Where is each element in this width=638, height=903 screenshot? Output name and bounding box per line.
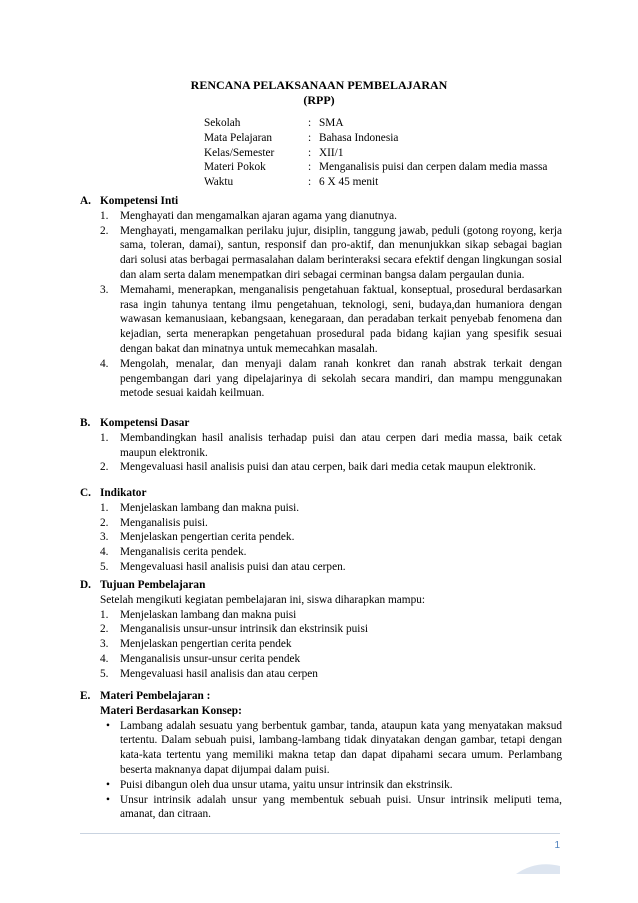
section-heading: Kompetensi Dasar xyxy=(100,417,190,429)
item-text: Memahami, menerapkan, menganalisis pengetahuan faktual, konseptual, prosedural berdasarkan rasa ingin tahunya tentang ilmu pengetahuan, teknologi, seni, budaya,dan humaniora dengan wawasan kemanusiaan, kebangsaan, kenegaraan, dan peradaban terkait penyebab fenomena dan kejadian, serta menerapkan pengetahuan prosedural pada bidang kajian yang spesifik sesuai dengan bakat dan minatnya untuk memecahkan masalah. xyxy=(120,283,562,355)
info-value: Menganalisis puisi dan cerpen dalam media massa xyxy=(319,161,548,174)
item-number: 1. xyxy=(100,209,109,222)
identity-table xyxy=(204,116,547,190)
list-item xyxy=(100,224,562,283)
info-value: SMA xyxy=(319,117,344,129)
list-item xyxy=(100,357,562,401)
item-number: 2. xyxy=(100,224,109,237)
section-tujuan xyxy=(80,578,562,682)
info-row xyxy=(204,146,547,161)
item-text: Membandingkan hasil analisis terhadap puisi dan atau cerpen dari media massa, baik cetak maupun elektronik. xyxy=(120,431,562,459)
info-row xyxy=(204,175,547,190)
list-item xyxy=(100,637,562,652)
section-letter: B. xyxy=(80,417,91,429)
item-text: Menjelaskan lambang dan makna puisi. xyxy=(120,501,300,514)
list-item xyxy=(100,431,562,461)
item-text: Menganalisis unsur-unsur cerita pendek xyxy=(120,652,301,665)
list-item xyxy=(100,667,562,682)
item-text: Menganalisis unsur-unsur intrinsik dan ekstrinsik puisi xyxy=(120,623,368,636)
item-number: 2. xyxy=(100,623,109,636)
item-number: 4. xyxy=(100,546,109,559)
info-row xyxy=(204,160,547,175)
item-number: 3. xyxy=(100,531,109,544)
section-subheading: Materi Berdasarkan Konsep: xyxy=(100,704,242,717)
info-value: Bahasa Indonesia xyxy=(319,131,399,144)
item-number: 1. xyxy=(100,431,109,444)
item-number: 1. xyxy=(100,501,109,514)
section-indikator xyxy=(80,486,562,575)
indicator-list xyxy=(80,501,562,575)
list-item xyxy=(100,283,562,357)
item-text: Lambang adalah sesuatu yang berbentuk gambar, tanda, ataupun kata yang menyatakan maksud tertentu. Dalam sebuah puisi, lambang-lambang tidak dinyatakan dengan gambar, tetapi dengan kata-kata tertentu yang memiliki makna tetap dan dapat dipahami secara umum. Perlambang beserta maknanya dapat dijumpai dalam puisi. xyxy=(120,719,562,776)
info-colon: : xyxy=(308,146,312,159)
info-key: Mata Pelajaran xyxy=(204,131,273,144)
info-colon: : xyxy=(308,161,312,174)
item-number: 3. xyxy=(100,283,109,296)
page-corner-decoration xyxy=(510,858,562,876)
item-number: 3. xyxy=(100,638,109,651)
section-letter: E. xyxy=(80,690,91,702)
material-bullet-list xyxy=(80,719,562,823)
item-number: 1. xyxy=(100,608,109,621)
section-letter: C. xyxy=(80,487,91,499)
section-intro: Setelah mengikuti kegiatan pembelajaran ini, siswa diharapkan mampu: xyxy=(100,593,426,606)
info-key: Waktu xyxy=(204,176,234,189)
footer-divider xyxy=(80,833,560,834)
bullet-marker: • xyxy=(106,719,110,732)
list-item xyxy=(100,719,562,778)
info-colon: : xyxy=(308,117,312,129)
item-number: 2. xyxy=(100,461,109,474)
section-letter: A. xyxy=(80,195,91,207)
section-heading: Materi Pembelajaran : xyxy=(100,690,211,702)
item-number: 2. xyxy=(100,516,109,529)
list-item xyxy=(100,209,562,224)
list-item xyxy=(100,622,562,637)
list-item xyxy=(100,560,562,575)
item-text: Menganalisis cerita pendek. xyxy=(120,546,247,559)
item-text: Mengolah, menalar, dan menyaji dalam ranah konkret dan ranah abstrak terkait dengan pengembangan dari yang dipelajarinya di sekolah secara mandiri, dan mampu menggunakan metode sesuai kaidah keilmuan. xyxy=(120,357,562,400)
item-text: Unsur intrinsik adalah unsur yang membentuk sebuah puisi. Unsur intrinsik meliputi tema, amanat, dan citraan. xyxy=(120,793,562,821)
item-text: Mengevaluasi hasil analisis dan atau cerpen xyxy=(120,667,318,680)
title-line-1: RENCANA PELAKSANAAN PEMBELAJARAN xyxy=(190,78,448,92)
list-item xyxy=(100,652,562,667)
section-kompetensi-inti xyxy=(80,194,562,401)
info-value: XII/1 xyxy=(319,146,344,159)
section-heading: Tujuan Pembelajaran xyxy=(100,579,206,591)
info-colon: : xyxy=(308,131,312,144)
basic-competency-list xyxy=(80,431,562,475)
list-item xyxy=(100,501,562,516)
item-text: Menjelaskan lambang dan makna puisi xyxy=(120,608,297,621)
item-text: Menganalisis puisi. xyxy=(120,516,208,529)
item-number: 4. xyxy=(100,652,109,665)
list-item xyxy=(100,545,562,560)
list-item xyxy=(100,460,562,475)
info-key: Kelas/Semester xyxy=(204,146,275,159)
info-colon: : xyxy=(308,176,312,189)
page-number: 1 xyxy=(554,840,560,851)
list-item xyxy=(100,608,562,623)
info-value: 6 X 45 menit xyxy=(319,176,379,189)
info-key: Sekolah xyxy=(204,117,241,129)
title-line-2: (RPP) xyxy=(303,93,335,107)
list-item xyxy=(100,530,562,545)
bullet-marker: • xyxy=(106,793,110,806)
section-letter: D. xyxy=(80,579,91,591)
section-heading: Kompetensi Inti xyxy=(100,195,179,207)
list-item xyxy=(100,793,562,823)
item-text: Menghayati dan mengamalkan ajaran agama yang dianutnya. xyxy=(120,209,397,222)
competency-list xyxy=(80,209,562,401)
item-text: Puisi dibangun oleh dua unsur utama, yaitu unsur intrinsik dan ekstrinsik. xyxy=(120,778,453,791)
info-row xyxy=(204,131,547,146)
item-text: Menjelaskan pengertian cerita pendek xyxy=(120,638,292,651)
objective-list xyxy=(80,608,562,682)
info-key: Materi Pokok xyxy=(204,161,266,174)
item-text: Menjelaskan pengertian cerita pendek. xyxy=(120,531,295,544)
item-text: Mengevaluasi hasil analisis puisi dan atau cerpen, baik dari media cetak maupun elektronik. xyxy=(120,461,536,474)
list-item xyxy=(100,516,562,531)
section-materi xyxy=(80,689,562,822)
document-title xyxy=(0,78,638,108)
item-text: Menghayati, mengamalkan perilaku jujur, disiplin, tanggung jawab, peduli (gotong royong, kerja sama, toleran, damai), santun, responsif dan pro-aktif, dan menunjukkan sikap sebagai bagian dari solusi atas berbagai permasalahan dalam berinteraksi secara efektif dengan lingkungan sosial dan alam serta dalam menempatkan diri sebagai cerminan bangsa dalam pergaulan dunia. xyxy=(120,224,562,281)
item-number: 5. xyxy=(100,667,109,680)
list-item xyxy=(100,778,562,793)
item-number: 5. xyxy=(100,560,109,573)
bullet-marker: • xyxy=(106,778,110,791)
section-heading: Indikator xyxy=(100,487,147,499)
item-number: 4. xyxy=(100,357,109,370)
info-row xyxy=(204,116,547,131)
item-text: Mengevaluasi hasil analisis puisi dan atau cerpen. xyxy=(120,560,346,573)
section-kompetensi-dasar xyxy=(80,416,562,475)
